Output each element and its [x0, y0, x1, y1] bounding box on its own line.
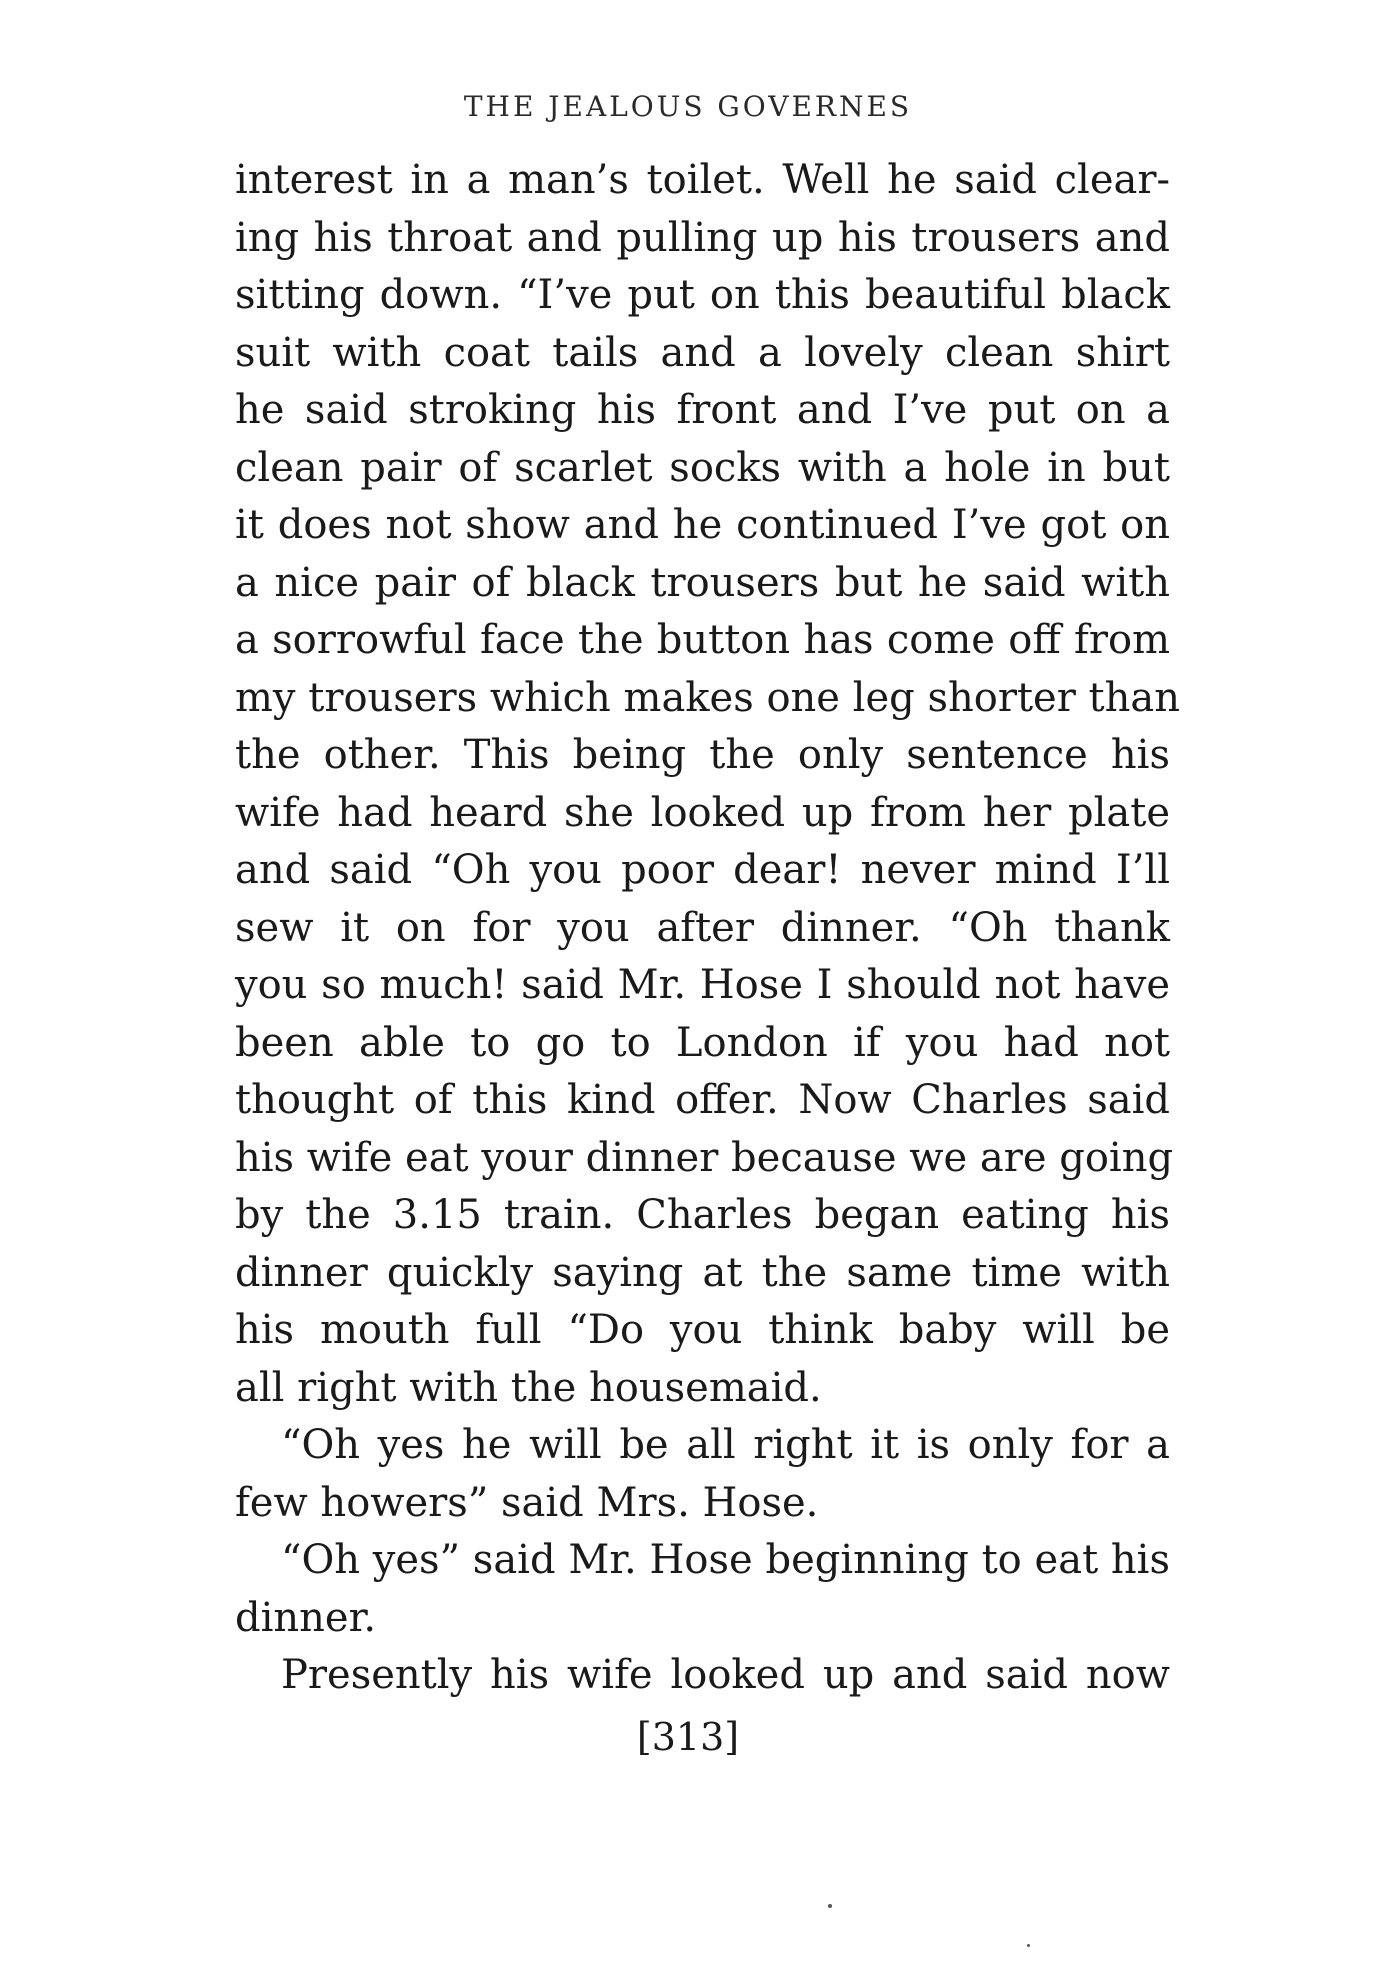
text-line: dinner.	[235, 1594, 377, 1641]
text-line: wife had heard she looked up from her plate	[235, 789, 1170, 836]
text-line: sew it on for you after dinner. “Oh thank	[235, 904, 1170, 951]
text-line: been able to go to London if you had not	[235, 1019, 1170, 1066]
body-text	[235, 152, 1180, 1705]
text-line: the other. This being the only sentence his	[235, 732, 1170, 778]
text-line: clean pair of scarlet socks with a hole in but	[235, 444, 1170, 491]
paragraph-start-line: “Oh yes” said Mr. Hose beginning to eat his	[281, 1537, 1170, 1583]
text-line: few howers” said Mrs. Hose.	[235, 1479, 819, 1526]
text-line: a nice pair of black trousers but he said with	[235, 559, 1170, 606]
text-line: thought of this kind offer. Now Charles said	[235, 1077, 1170, 1123]
text-line: ing his throat and pulling up his trousers and	[235, 214, 1170, 261]
text-line: a sorrowful face the button has come off from	[235, 617, 1170, 663]
paragraph-start-line: Presently his wife looked up and said now	[281, 1652, 1170, 1698]
paragraph-start-line: “Oh yes he will be all right it is only for a	[281, 1422, 1170, 1468]
text-line: suit with coat tails and a lovely clean shirt	[235, 329, 1170, 376]
text-line: he said stroking his front and I’ve put on a	[235, 387, 1170, 433]
text-line: his mouth full “Do you think baby will be	[235, 1307, 1170, 1353]
text-line: and said “Oh you poor dear! never mind I’ll	[235, 847, 1170, 893]
text-line: you so much! said Mr. Hose I should not have	[235, 962, 1170, 1008]
text-line: it does not show and he continued I’ve got on	[235, 502, 1170, 548]
paper-speck	[828, 1904, 832, 1908]
text-line: his wife eat your dinner because we are going	[235, 1134, 1174, 1181]
running-head: THE JEALOUS GOVERNES	[463, 90, 913, 123]
page-number: [313]	[636, 1715, 740, 1759]
text-line: all right with the housemaid.	[235, 1364, 822, 1411]
paper-speck	[1027, 1944, 1030, 1947]
text-line: dinner quickly saying at the same time with	[235, 1249, 1170, 1296]
text-line: interest in a man’s toilet. Well he said clear-	[235, 157, 1170, 203]
text-line: sitting down. “I’ve put on this beautiful black	[235, 272, 1170, 318]
text-line: by the 3.15 train. Charles began eating his	[235, 1192, 1170, 1238]
text-line: my trousers which makes one leg shorter than	[235, 674, 1180, 721]
